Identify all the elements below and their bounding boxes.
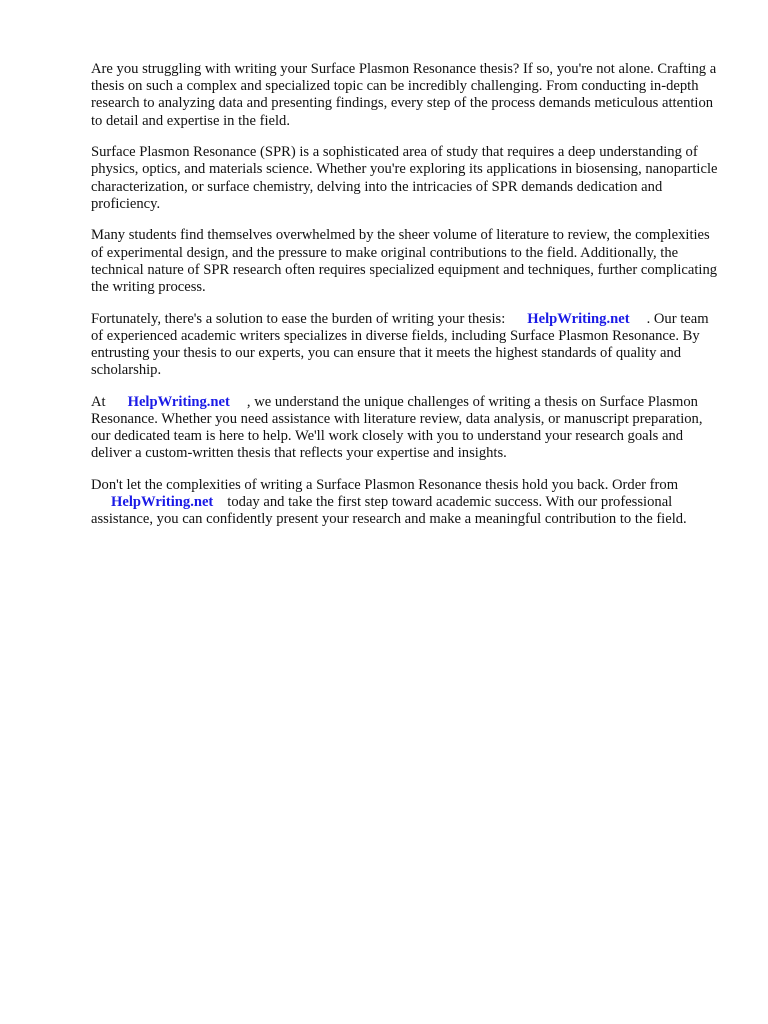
paragraph-intro <box>91 61 723 130</box>
paragraph-text: today and take the first step toward academic success. With our professional assistance, you can confidently present your research and make a meaningful contribution to the field. <box>91 494 687 528</box>
paragraph-text: Fortunately, there's a solution to ease the burden of writing your thesis: <box>91 310 506 327</box>
paragraph-text: . Our team of experienced academic writers specializes in diverse fields, including Surface Plasmon Resonance. By entrusting your thesis to our experts, you can ensure that it meets the highest standards of quality and scholarship. <box>91 310 709 379</box>
paragraph-solution <box>91 311 723 380</box>
helpwriting-link[interactable]: HelpWriting.net <box>127 393 230 410</box>
paragraph-spr-overview <box>91 144 723 213</box>
paragraph-about <box>91 394 723 463</box>
paragraph-challenges <box>91 227 723 296</box>
paragraph-text: At <box>91 393 106 410</box>
document-body <box>91 61 723 543</box>
paragraph-call-to-action <box>91 477 723 529</box>
paragraph-text: Are you struggling with writing your Surface Plasmon Resonance thesis? If so, you're not alone. Crafting a thesis on such a complex and specialized topic can be incredibly challenging. From conducting in-depth research to analyzing data and presenting findings, every step of the process demands meticulous attention to detail and expertise in the field. <box>91 61 717 129</box>
paragraph-text: Surface Plasmon Resonance (SPR) is a sophisticated area of study that requires a deep understanding of physics, optics, and materials science. Whether you're exploring its applications in biosensing, nanoparticle characterization, or surface chemistry, delving into the intricacies of SPR demands dedication and proficiency. <box>91 144 718 212</box>
helpwriting-link[interactable]: HelpWriting.net <box>527 310 630 327</box>
paragraph-text: Many students find themselves overwhelmed by the sheer volume of literature to review, the complexities of experimental design, and the pressure to make original contributions to the field. Additionally, the technical nature of SPR research often requires specialized equipment and techniques, further complicating the writing process. <box>91 227 718 296</box>
helpwriting-link[interactable]: HelpWriting.net <box>111 494 214 511</box>
paragraph-text: , we understand the unique challenges of writing a thesis on Surface Plasmon Resonance. Whether you need assistance with literature review, data analysis, or manuscript preparation, our dedicated team is here to help. We'll work closely with you to understand your research goals and deliver a custom-written thesis that reflects your expertise and insights. <box>91 393 703 462</box>
paragraph-text: Don't let the complexities of writing a Surface Plasmon Resonance thesis hold you back. Order from <box>91 477 679 494</box>
